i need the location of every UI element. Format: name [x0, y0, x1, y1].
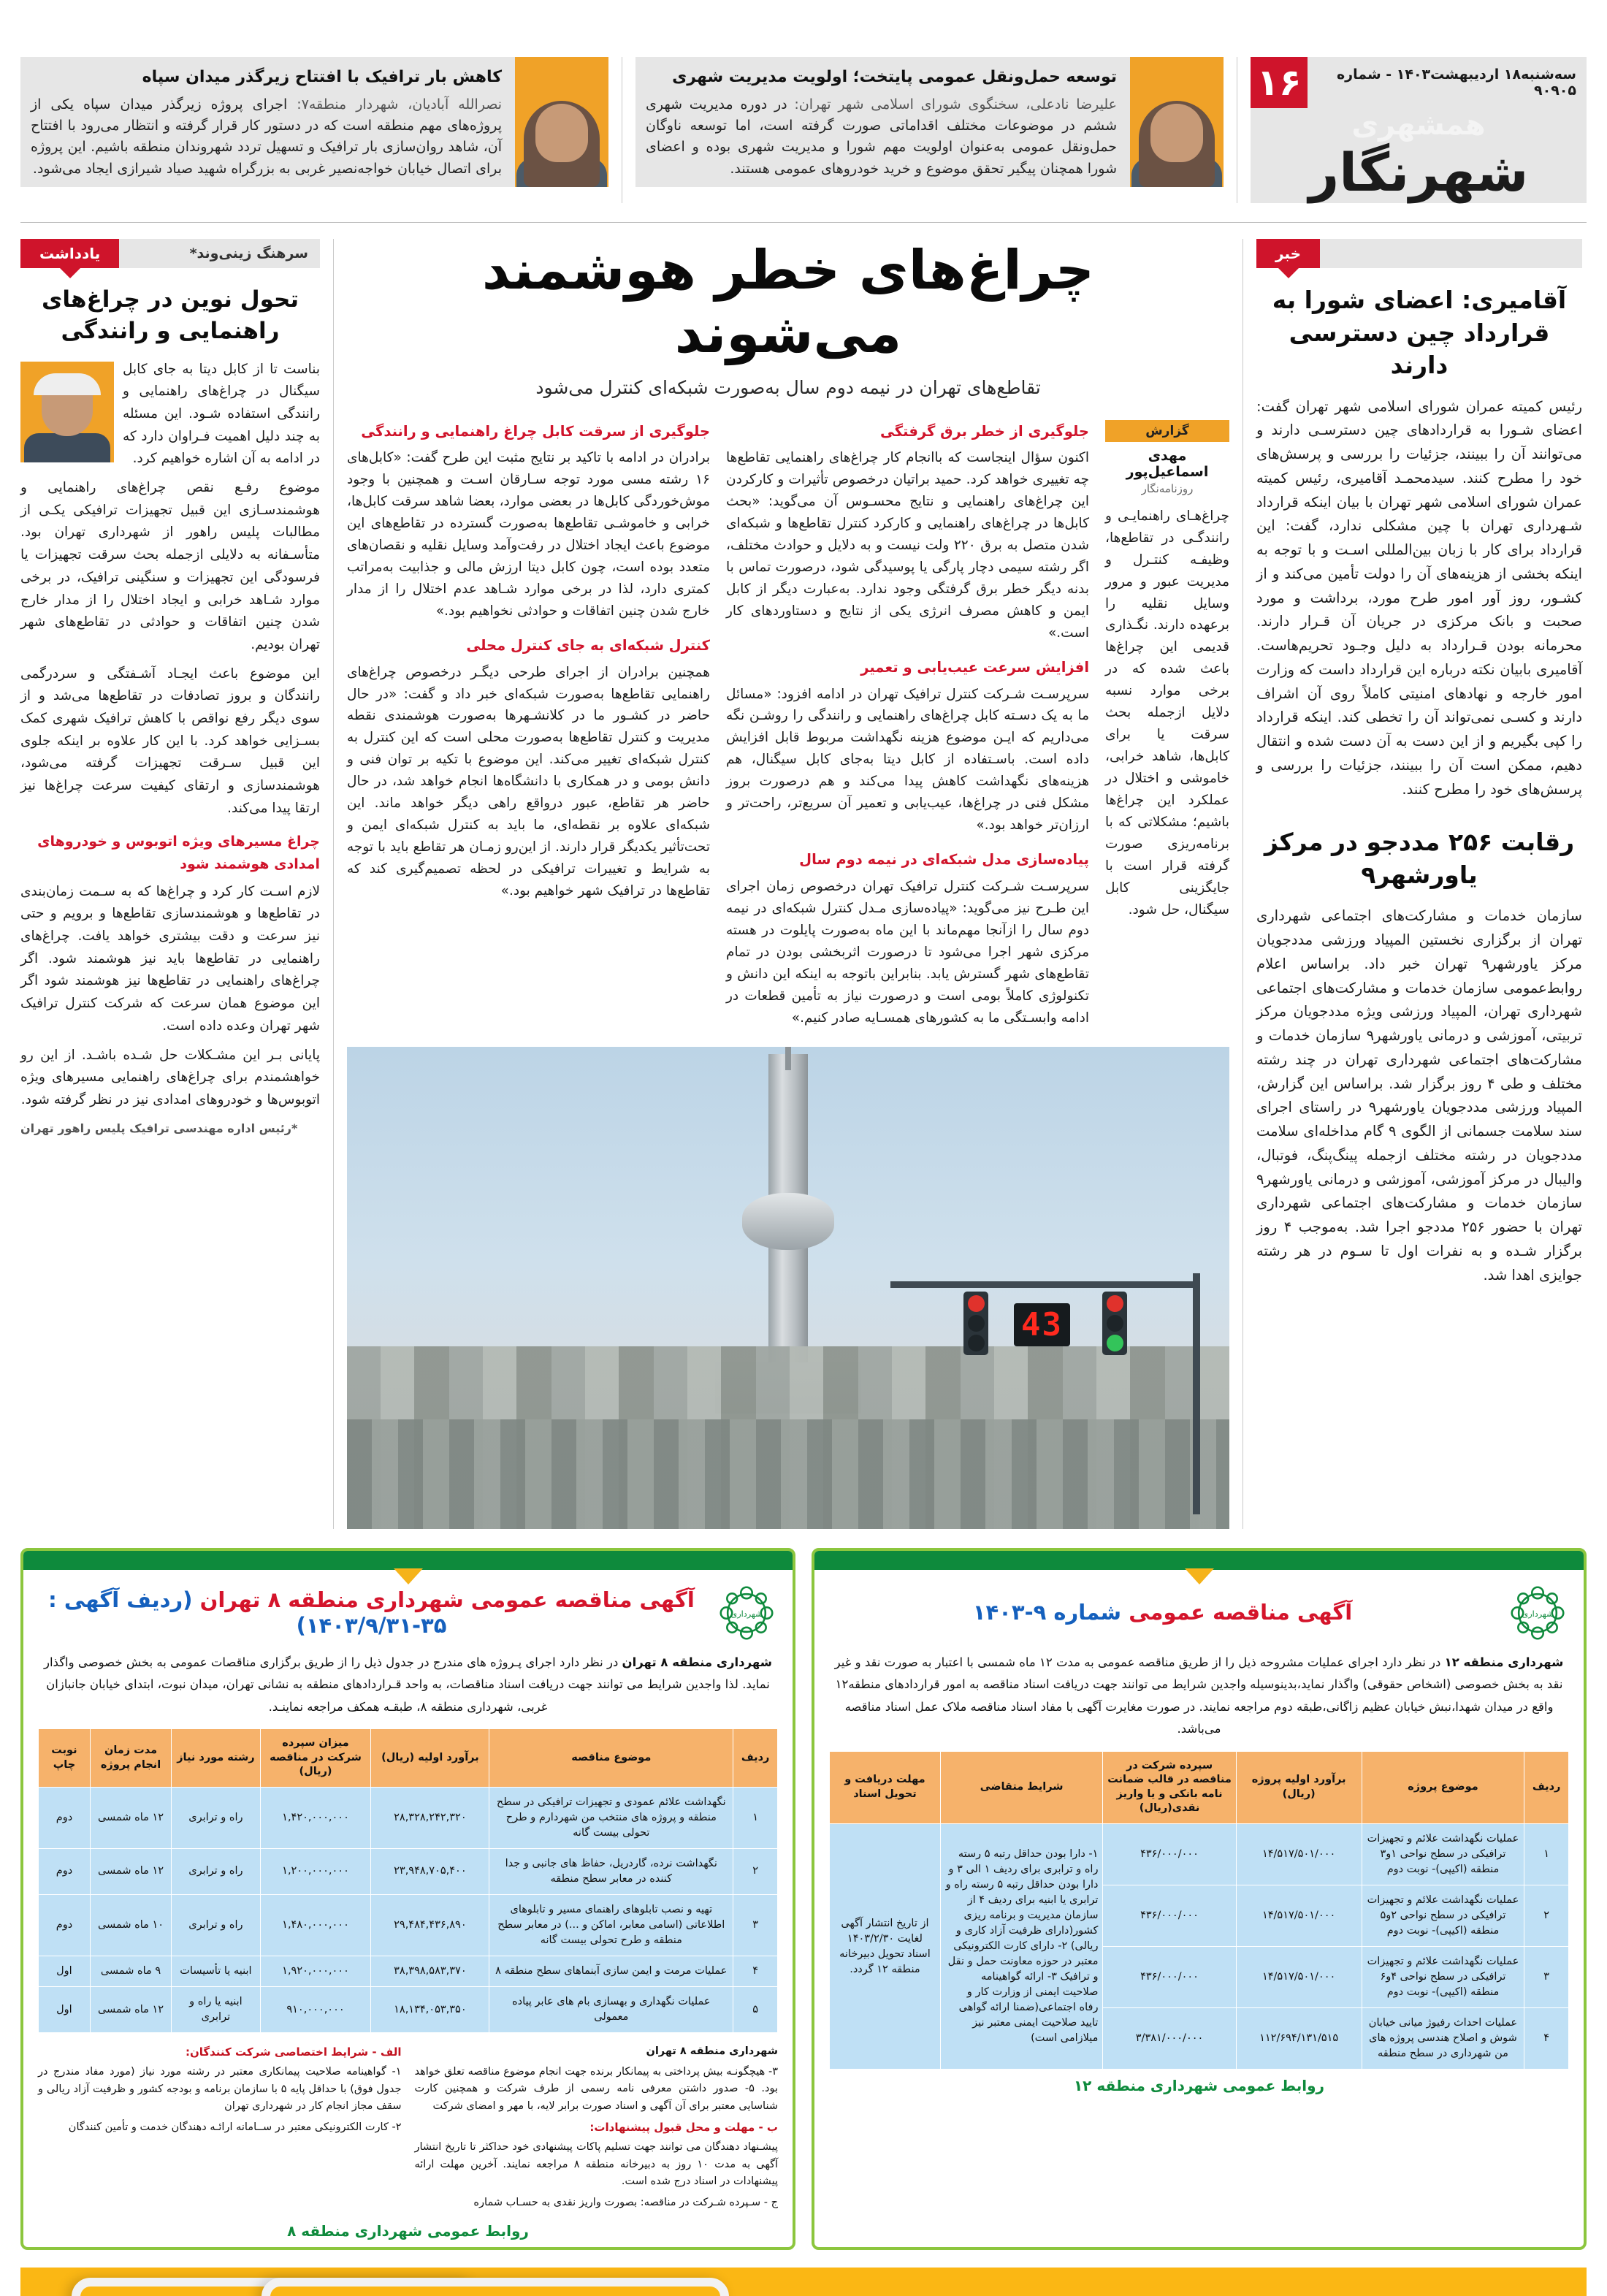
th-subject: موضوع مناقصه — [489, 1729, 733, 1788]
milad-tower — [768, 1054, 808, 1368]
tender-table-region-8 — [38, 1728, 778, 2033]
note-column — [20, 239, 320, 1529]
feature-para: اکنون سؤال اینجاست که باانجام کار چراغ‌های راهنمایی تقاطع‌ها چه تغییری خواهد کرد. حمید براتیان درخصوص تأثیرات و کارکردن این چراغ‌های راهنمایی و نتایج محسـوس آن می‌گوید: «بحث کابل‌ها در چراغ‌های راهنمایی و کارکرد کنترل تقاطع‌ها و شبکه‌ای شدن متصل به برق ۲۲۰ ولت نیست و به دلایل و حوادث مختلف، اگر رشته سیمی دچار پارگی یا پوسیدگی شود، درصورت تماس با بدنه دیگر خطر برق گرفتگی وجود ندارد. به‌عبارت دیگر از کابل ایمن و کاهش مصرف انرژی یکی از نتایج و دستاوردهای کار است.» — [726, 450, 1089, 641]
feature-article — [347, 239, 1229, 1529]
tender-footer-region-8: روابط عمومی شهرداری منطقه ۸ — [287, 2222, 529, 2240]
cell-estimate: ۱۱۲/۶۹۴/۱۳۱/۵۱۵ — [1236, 2008, 1362, 2070]
cell-radif: ۴ — [1524, 2008, 1569, 2070]
feature-head — [347, 239, 1229, 398]
cell-deposit: ۴۳۶/۰۰۰/۰۰۰ — [1103, 1885, 1236, 1947]
cell-deposit: ۳/۳۸۱/۰۰۰/۰۰۰ — [1103, 2008, 1236, 2070]
teaser-text — [635, 57, 1130, 187]
cell-print: دوم — [39, 1894, 91, 1956]
cell-subject: عملیات نگهداشت علائم و تجهیزات ترافیکی در سطح نواحی ۴و۶ منطقه (اکیپی)- نوبت دوم — [1362, 1947, 1524, 2008]
th-conditions: شرایط متقاضی — [940, 1751, 1103, 1823]
cell-conditions: ۱- دارا بودن حداقل رتبه ۵ رسته راه و ترابری برای ردیف ۱ الی ۳ و دارا بودن حداقل رتبه ۵ رسته راه و ترابری یا ابنیه برای ردیف ۴ از سازمان مدیریت و برنامه ریزی کشور(دارای ظرفیت آزاد کاری و ریالی) ۲- دارای کارت الکترونیکی معتبر در حوزه معاونت حمل و نقل و ترافیک ۳- ارائه گواهینامه صلاحیت ایمنی از وزارت کار و رفاه اجتماعی(ضمنا ارائه گواهی تایید صلاحیت ایمنی معتبر نیز میلازامی است) — [940, 1823, 1103, 2069]
cell-radif: ۳ — [1524, 1947, 1569, 2008]
cell-radif: ۳ — [733, 1894, 778, 1956]
cell-deposit: ۱,۴۲۰,۰۰۰,۰۰۰ — [260, 1787, 371, 1848]
cell-duration: ۹ ماه شمسی — [90, 1956, 171, 1987]
th-subject: موضوع پروژه — [1362, 1751, 1524, 1823]
issue-line: سه‌شنبه۱۸ اردیبهشت۱۴۰۳ - شماره ۹۰۹۰۵ — [1336, 66, 1576, 99]
milad-tower-traffic-light-photo — [347, 1047, 1229, 1529]
tender-ads — [0, 1529, 1607, 2251]
cell-print: اول — [39, 1956, 91, 1987]
ad-sticker-cards — [20, 2268, 736, 2296]
tender-title-main: آگهی مناقصه عمومی — [1129, 1600, 1353, 1625]
note-para: این موضوع باعث ایجـاد آشـفتگی و سردرگمی رانندگان و بروز تصادفات در تقاطع‌ها می‌شد و از سوی دیگر رفع نواقص با کاهش ترافیک شهری کمک بسـزایی خواهد کرد. با این کار علاوه بر اینکه جلوی این قبیل سـرقت تجهیزات گرفته می‌شود، هوشمندسازی و ارتقای کیفیت سرعت چراغ‌ها نیز ارتقا پیدا می‌کند. — [20, 665, 320, 816]
tender-title-number: شماره ۹-۱۴۰۳ — [972, 1600, 1122, 1625]
table-row — [39, 1987, 778, 2033]
cell-estimate: ۲۸,۳۲۸,۲۴۲,۳۲۰ — [371, 1787, 489, 1848]
tender-notes — [38, 2043, 778, 2215]
tender-title-number: (ردیف آگهی : ۳۵-۱۴۰۳/۹/۳۱) — [48, 1587, 447, 1638]
cell-radif: ۲ — [1524, 1885, 1569, 1947]
traffic-light-icon — [1102, 1292, 1127, 1355]
teaser-lead: نصرالله آبادیان، شهردار منطقه۷: — [297, 96, 502, 112]
tender-table-region-12 — [829, 1751, 1569, 2070]
cell-subject: نگهداشت علائم عمودی و تجهیزات ترافیکی در سطح منطقه و پروژه های منتخب من شهردارم و طرح تحولی بیست گانه — [489, 1787, 733, 1848]
tender-intro — [38, 1652, 778, 1719]
cell-estimate: ۲۳,۹۴۸,۷۰۵,۴۰۰ — [371, 1848, 489, 1894]
city-skyline-near — [347, 1419, 1229, 1529]
signal-pole — [1193, 1273, 1200, 1514]
note-body — [20, 359, 320, 1139]
news-kicker-bar — [1256, 239, 1582, 268]
th-deposit: سپرده شرکت در مناقصه در قالب ضمانت نامه بانکی و یا واریز نقدی(ریال) — [1103, 1751, 1236, 1823]
cell-print: دوم — [39, 1848, 91, 1894]
portrait-zeinivand — [20, 362, 114, 462]
note-subhead: چراغ مسیرهای ویژه اتوبوس و خودروهای امدادی هوشمند شود — [37, 833, 320, 873]
feature-subhead: افزایش سرعت عیب‌یابی و تعمیر — [860, 658, 1089, 676]
table-row — [39, 1787, 778, 1848]
tender-title — [829, 1600, 1496, 1625]
tender-title — [38, 1587, 705, 1639]
byline-name: مهدی اسماعیل‌پور — [1126, 447, 1209, 480]
byline-box — [1105, 420, 1229, 1037]
cell-subject: عملیات نگهداشت علائم و تجهیزات ترافیکی در سطح نواحی ۲و۵ منطقه (اکیپی)- نوبت دوم — [1362, 1885, 1524, 1947]
th-estimate: برآورد اولیه پروژه (ریال) — [1236, 1751, 1362, 1823]
teaser-body — [31, 94, 502, 180]
feature-subhead: پیاده‌سازی مدل شبکه‌ای در نیمه دوم سال — [799, 851, 1089, 869]
feature-para: سرپرسـت شـرکت کنترل ترافیک تهران درخصوص زمان اجرای این طـرح نیز می‌گوید: «پیاده‌سازی مـدل کنترل شبکه‌ای در نیمه دوم سال را ازآنجا مهم‌ماند با این ماه به‌صورت پایلوت در هسته مرکزی شهر اجرا می‌شود تا درصورت اثربخشی بودن در تمام تقاطع‌های شهر گسترش یابد. بنابراین باتوجه به اینکه این دانش و تکنولوژی کاملاً بومی است و درصورت نیاز به تأمین قطعات در ادامه وابسـتگی ما به کشورهای همسـایه صادر کنیم.» — [726, 878, 1089, 1026]
table-row — [39, 1848, 778, 1894]
cell-estimate: ۲۹,۴۸۴,۴۳۶,۸۹۰ — [371, 1894, 489, 1956]
cell-field: راه و ترابری — [172, 1787, 260, 1848]
kicker-label-khabar: خبر — [1256, 239, 1320, 268]
cell-subject: عملیات نگهداری و بهسازی بام های عابر پیاده معمولی — [489, 1987, 733, 2033]
th-estimate: برآورد اولیه (ریال) — [371, 1729, 489, 1788]
cell-estimate: ۱۴/۵۱۷/۵۰۱/۰۰۰ — [1236, 1885, 1362, 1947]
tender-title-row — [38, 1582, 778, 1644]
cell-estimate: ۱۴/۵۱۷/۵۰۱/۰۰۰ — [1236, 1823, 1362, 1885]
feature-lead: چراغ‌هـای راهنمایـی و رانندگـی در تقاطع‌ها، وظیفـه کنتـرل و مدیریت عبور و مرور وسایل نقلیه را برعهده دارند. نگـذاری قدیمی این چراغ‌ها باعث شده که در برخی موارد نسبه دلایل ازجمله بحث سرقت یا برای کابل‌ها، شاهد خرابی، خاموشی و اختلال در عملکرد این چراغ‌ها باشیم؛ مشکلاتی که با برنامه‌ریزی صورت گرفته قرار است با جایگزینی کابل سیگنال، حل شود. — [1105, 508, 1229, 918]
teaser-nadali[interactable] — [635, 57, 1224, 187]
note-author: سرهنگ زینی‌وند* — [189, 245, 308, 262]
cell-subject: عملیات مرمت و ایمن سازی آبنماهای سطح منطقه ۸ — [489, 1956, 733, 1987]
th-deadline: مهلت دریافت و تحویل اسناد — [830, 1751, 941, 1823]
teaser-text — [20, 57, 515, 187]
cell-subject: تهیه و نصب تابلوهای راهنمای مسیر و تابلوهای اطلاعاتی (اسامی معابر، اماکن و ...) در معابر سطح منطقه و طرح تحولی بیست گانه — [489, 1894, 733, 1956]
tender-intro-text: در نظر دارد اجرای پـروژه های مندرج در جدول ذیل را از طریق برگزاری مناقصات عمومی به بخش خصوصی واگذار نماید. لذا واجدین شرایط می توانند جهت دریافت اسناد مناقصات، به واحد قـراردادهای منطقه به نشانی تهران، میدان نبوت، ابتدای خیابان جانبازان غربی، شهرداری منطقه ۸، طبقـه همکف مراجعه نماینـد. — [43, 1655, 770, 1714]
tender-header-bar — [814, 1551, 1584, 1570]
cell-duration: ۱۲ ماه شمسی — [90, 1987, 171, 2033]
countdown-timer: 43 — [1014, 1303, 1070, 1346]
news-column — [1256, 239, 1587, 1529]
cell-estimate: ۱۸,۱۳۴,۰۵۳,۳۵۰ — [371, 1987, 489, 2033]
tender-notes-right — [415, 2043, 779, 2215]
tender-note-a3: ۳- هیچگونـه بیش پرداختی به پیمانکار برنده جهت انجام موضوع مناقصه تعلق خواهد بود. ۵- صدور داشتن معرفی نامه رسمی از طرف شرکت و همچنین کارت شناسایی معتبر برای آن آگهی و اسناد صورت برابر لایه، با مهر و امضای شرکت — [414, 2065, 778, 2112]
note-para: بناست تا از کابل دیتا به‌ جای کابل سیگنال در چراغ‌های راهنمایی و رانندگی استفاده شـود. این مسئله به چند دلیل اهمیت فـراوان دارد که در ادامه به آن اشاره خواهیم کرد. — [123, 361, 320, 467]
table-header-row — [39, 1729, 778, 1788]
masthead-ghost-wordmark: همشهری — [1251, 108, 1587, 142]
cell-field: ابنیه یا تأسیسات — [172, 1956, 260, 1987]
news-item-body-2: سازمان خدمات و مشارکت‌های اجتماعی شهرداری تهران از برگزاری نخستین المپیاد ورزشی مددجویان مرکز یاورشهر۹ تهران خبر داد. براساس اعلام روابط‌عمومی سازمان خدمات و مشارکت‌های اجتماعی شهرداری تهران، المپیاد ورزشی ویژه مددجویان مرکز تربیتی، آموزشی و درمانی یاورشهر۹ سازمان خدمات و مشارکت‌های اجتماعی شهرداری تهران در چند رشته مختلف و طی ۴ روز برگزار شد. براساس این گزارش، المپیاد ورزشی مددجویان یاورشهر۹ در راستای اجرای سند سلامت جسمانی از الگوی ۹ گام مداخله‌ای سلامت مددجویان در رشته مختلف ازجمله پینگ‌پنگ، فوتبال، والیبال در مرکز آموزشی، آموزشی و درمانی یاورشهر۹ سازمان خدمات و مشارکت‌های اجتماعی شهرداری تهران با حضور ۲۵۶ مددجو اجرا شد. به‌موجب ۴ روز برگزار شـده و به نفرات اول تا سـوم در هر رشته جوایزی اهدا شد. — [1256, 907, 1583, 1284]
tender-intro — [829, 1652, 1569, 1741]
teaser-title: توسعه حمل‌ونقل عمومی پایتخت؛ اولویت مدیریت شهری — [672, 68, 1117, 86]
page-number: ۱۶ — [1251, 57, 1308, 108]
cell-deposit: ۱,۴۸۰,۰۰۰,۰۰۰ — [260, 1894, 371, 1956]
tender-region8-subtitle: شهرداری منطقه ۸ تهران — [646, 2045, 778, 2058]
portrait-nadali — [1130, 57, 1224, 187]
main-grid — [0, 223, 1607, 1529]
note-para: لازم اسـت کار کرد و چراغ‌ها که به سـمت زمان‌بندی در تقاطع‌ها و هوشمندسازی تقاطع‌ها و برویم و حتی نیز سرعت و دقت بیشتری خواهد یافت. چراغ‌های راهنمایی در تقاطع‌ها باید نیز هوشمند شود. اگر چراغ‌های راهنمایی در تقاطع‌ها نیز هوشمند شود اگر این موضوع همان سرعت که شرکت کنترل ترافیک شهر تهران وعده داده است. — [20, 883, 320, 1034]
th-print: نوبت چاپ — [39, 1729, 91, 1788]
cell-deposit: ۱,۹۲۰,۰۰۰,۰۰۰ — [260, 1956, 371, 1987]
svg-text:شهرداری: شهرداری — [730, 1609, 763, 1619]
th-field: رشته مورد نیاز — [172, 1729, 260, 1788]
teaser-lead: علیرضا نادعلی، سخنگوی شورای اسلامی شهر تهران: — [794, 96, 1118, 112]
byline-role: روزنامه‌نگار — [1141, 481, 1194, 495]
cell-deposit: ۴۳۶/۰۰۰/۰۰۰ — [1103, 1823, 1236, 1885]
top-band — [0, 0, 1607, 203]
metro-advertising-banner[interactable] — [20, 2268, 1587, 2296]
cell-subject: عملیات نگهداشت علائم و تجهیزات ترافیکی در سطح نواحی ۱و۳ منطقه (اکیپی)- نوبت دوم — [1362, 1823, 1524, 1885]
cell-print: اول — [39, 1987, 91, 2033]
tender-title-main: آگهی مناقصه عمومی شهرداری منطقه ۸ تهران — [199, 1587, 695, 1612]
cell-duration: ۱۲ ماه شمسی — [90, 1787, 171, 1848]
table-header-row — [830, 1751, 1569, 1823]
page-title: چراغ‌های خطر هوشمند می‌شوند — [481, 239, 1095, 366]
cell-radif: ۱ — [733, 1787, 778, 1848]
tender-note-a2: ۲- کارت الکترونیکی معتبر در ســامانه ارائـه دهندگان خدمت و تأمین کنندگان — [68, 2121, 402, 2133]
tender-title-row — [829, 1582, 1569, 1644]
news-item-body-1: رئیس کمیته عمران شورای اسلامی شهر تهران گفت: اعضای شـورا به قراردادهای چین دسترسـی دارند و می‌توانند آن را ببینند، جزئیات را بررسی و پرسش‌های خود را مطرح کنند. سیدمحمـد آقامیری، رئیس کمیته عمران شورای اسلامی شهر تهران با بیان اینکه قرارداد شـهرداری تهران با چین مشکلی ندارد، گفت: این قرارداد برای کار با زبان بین‌المللی اسـت و با توجه به اینکه بخشی از هزینه‌های آن را دولت تأمین می‌کند و از کشـور، روز آور امور طرح مورد، برداشت و مورد صحبت و بانک مرکزی در جریان آن قـرار دارند. محرمانه بودن قـرارداد به دلیل وجـود تحریم‌هاست. آقامیری بابیان نکته درباره این قرارداد داست که وزارت امور خارجه و نهادهای امنیتی کاملاً روی آن اشراف دارند و کسـی نمی‌تواند آن را تخطی کند. اینکه قرارداد را کپی بگیریم و از این دست به آن دست شده و انتقال دهیم، ممکن است آن را ببینند، جزئیات را بررسی و پرسش‌های خود را مطرح کنند. — [1256, 397, 1582, 798]
note-para: موضوع رفـع نقص چراغ‌های راهنمایی و هوشمندسـازی این قبیل تجهیزات ترافیکی یکـی از مطالبات پلیس راهور از شهرداری تهران بود. متأسـفانه به دلایلی ازجمله بحث سرقت تجهیزات یا فرسودگی این تجهیزات و سنگینی ترافیک، در برخی موارد شـاهد خرابی و ایجاد اختلال را از مدار خارج شدن چنین اتفاقات و حوادثی در تقاطع‌های شهر تهران بودیم. — [20, 480, 320, 652]
feature-columns — [347, 420, 1229, 1037]
table-row — [830, 1823, 1569, 1885]
cell-radif: ۲ — [733, 1848, 778, 1894]
note-para: پایانی بـر این مشـکلات حل‌ شـده باشـد. از این رو خواهشمندم برای چراغ‌های راهنمایی مسیرهای ویژه اتوبوس‌ها و خودروهای امدادی نیز در نظر گرفته شود. — [20, 1047, 320, 1107]
th-duration: مدت زمان انجام پروژه — [90, 1729, 171, 1788]
note-credit: *رئیس اداره مهندسی ترافیک پلیس راهور تهران — [20, 1121, 298, 1135]
table-row — [39, 1894, 778, 1956]
feature-para: همچنین برادران از اجرای طرحی دیگـر درخصوص چراغ‌های راهنمایی تقاطع‌ها به‌صورت شبکه‌ای خبر داد و گفت: «در حال حاضر در کشـور ما در کلانشـهرها به‌صورت هوشمندی نقطه مدیریت و کنترل تقاطع‌ها به‌صورت محلی است که این کنترل به کنترل شبکه‌ای تغییر می‌کند. این موضوع با تکیه بر توان فنی و دانش بومی و در همکاری با دانشگاه‌ها انجام خواهد شد، در حال حاضر هر تقاطع، عبور درواقع راهی دیگر خواهد ماند. این شبکه‌ای علاوه بر نقطه‌ای، ما باید به کنترل شبکه‌ای ایمن و تحت‌تأثیر یکدیگر قرار دارند. از این‌رو زمـان هر تقاطع باید با توجه به شرایط و تغییرات ترافیکی در لحظه تصمیم‌گیری کند که تقاطع‌ها در ترافیک شهر خواهیم بود.» — [347, 664, 710, 899]
cell-duration: ۱۲ ماه شمسی — [90, 1848, 171, 1894]
teaser-text-body: اجرای پروژه زیرگذر میدان سپاه یکی از پروژه‌های مهم منطقه است که در دستور کار قرار گرفته و انتظار می‌رود با افتتاح آن، شاهد روان‌سازی بار ترافیک و تسهیل تردد شهروندان منطقه باشیم. این پروژه برای اتصال خیابان خواجه‌نصیر غربی به بزرگراه شهید صیاد شیرازی ایجاد می‌شود. — [31, 96, 502, 177]
teaser-body — [646, 94, 1117, 180]
svg-text:شهرداری: شهرداری — [1522, 1609, 1554, 1619]
signal-mast-arm — [890, 1281, 1197, 1288]
note-title: تحول نوین در چراغ‌های راهنمایی و رانندگی — [41, 286, 299, 344]
tender-region-12 — [812, 1548, 1587, 2251]
feature-subhead: جلوگیری از خطر برق گرفتگی — [880, 422, 1089, 440]
feature-subhead: کنترل شبکه‌ای به جای کنترل محلی — [466, 636, 710, 654]
ad-card-hamshahri — [262, 2278, 729, 2296]
traffic-light-icon — [963, 1292, 988, 1355]
kicker-label-yaddasht: یادداشت — [20, 239, 119, 268]
tender-notes-heading-c: ج - سـپرده شـرکت در مناقصه: بصورت واریز نقدی به حسـاب شماره — [473, 2196, 778, 2208]
cell-print: دوم — [39, 1787, 91, 1848]
cell-deadline: از تاریخ انتشار آگهی لغایت ۱۴۰۳/۲/۳۰ اسناد تحویل دبیرخانه منطقه ۱۲ گردد. — [830, 1823, 941, 2069]
portrait-abadian — [515, 57, 608, 187]
feature-subtitle: تقاطع‌های تهران در نیمه دوم سال به‌صورت شبکه‌ای کنترل می‌شود — [535, 376, 1041, 398]
tender-region-8 — [20, 1548, 795, 2251]
tehran-municipality-emblem-icon — [1506, 1582, 1569, 1644]
teaser-text-body: در دوره مدیریت شهری ششم در موضوعات مختلف اقداماتی صورت گرفته است، اما توسعه ناوگان حمل‌ونقل عمومی به‌عنوان اولویت مهم شورا و مدیریت شهری بوده و اعضای شورا همچنان پیگیر تحقق موضوع و خرید خودروهای عمومی هستند. — [646, 96, 1117, 177]
tender-notes-left — [38, 2043, 402, 2215]
tender-intro-bold: شهرداری منطقه ۸ تهران — [622, 1655, 772, 1669]
tender-header-bar — [23, 1551, 793, 1570]
column-separator-2 — [333, 239, 334, 1529]
cell-deposit: ۹۱۰,۰۰۰,۰۰۰ — [260, 1987, 371, 2033]
cell-estimate: ۱۴/۵۱۷/۵۰۱/۰۰۰ — [1236, 1947, 1362, 2008]
cell-radif: ۵ — [733, 1987, 778, 2033]
table-row — [39, 1956, 778, 1987]
cell-duration: ۱۰ ماه شمسی — [90, 1894, 171, 1956]
cell-radif: ۴ — [733, 1956, 778, 1987]
cell-field: راه و ترابری — [172, 1848, 260, 1894]
cell-field: ابنیه یا راه و ترابری — [172, 1987, 260, 2033]
note-kicker-bar — [20, 239, 320, 268]
feature-subhead: جلوگیری از سرقت کابل چراغ راهنمایی و رانندگی — [361, 422, 710, 440]
tender-notes-heading-a: الف - شرایط اختصاصی شرکت کنندگان: — [185, 2045, 402, 2059]
masthead-logo: شهرنگار — [1251, 142, 1587, 203]
feature-para: سرپرسـت شـرکت کنترل ترافیک تهران در ادامه افزود: «مسائل ما به یک دسـته کابل چراغ‌های راهنمایی و رانندگی را روشـن نگه می‌داریم که ایـن موضوع هزینه نگهداشت مربوط قابل افزایش داده است. باسـتفاده از کابل دیتا به‌جای کابل سیگنال، هم هزینه‌های نگهداشت کاهش پیدا می‌کند و هم درصورت بروز مشکل فنی در چراغ‌ها، عیب‌یابی و تعمیر آن سریع‌تر، راحت‌تر و ارزان‌تر خواهد بود.» — [726, 686, 1089, 834]
news-item-title-2[interactable]: رقابت ۲۵۶ مددجو در مرکز یاورشهر۹ — [1264, 828, 1575, 889]
cell-subject: عملیات احداث رفیوژ میانی خیابان شوش و اصلاح هندسی پروژه های من شهرداری در سطح منطقه — [1362, 2008, 1524, 2070]
tehran-municipality-emblem-icon — [715, 1582, 778, 1644]
cell-deposit: ۱,۲۰۰,۰۰۰,۰۰۰ — [260, 1848, 371, 1894]
tender-note-a1: ۱- گواهینامه صلاحیت پیمانکاری معتبر در رشته مورد نیاز (مورد مفاد مندرج در جدول فوق) با حداقل پایه ۵ با سازمان برنامه و بودجه کشور و ظرفیت آزاد ریالی و سقف مجاز انجام کار در شهرداری تهران — [38, 2066, 402, 2113]
teaser-abadian[interactable] — [20, 57, 608, 187]
cell-radif: ۱ — [1524, 1823, 1569, 1885]
cell-subject: نگهداشت نرده، گاردریل، حفاظ های جانبی و جدا کننده در معابر سطح منطقه — [489, 1848, 733, 1894]
masthead-top-row — [1251, 57, 1587, 108]
tender-notes-heading-b: ب - مهلت و محل قبول پیشنهادات: — [589, 2120, 778, 2134]
feature-para: برادران در ادامه با تاکید بر نتایج مثبت این طرح گفت: «کابل‌های ۱۶ رشته مسی مورد توجه سـارقان اسـت و همچنین با وجود موش‌خوردگی کابل‌ها در بعضی موارد، بعضا شاهد سرقت کابل‌ها، خرابی و خاموشـی تقاطع‌ها به‌صورت گسترده در تقاطع‌های این موضوع باعث ایجاد اختلال در رفت‌وآمد وسایل نقلیه و نقصان‌های متعدد بوده است، چون کابل دیتا ارزش مالی و جذابیت به‌مراتب کمتری دارد، لذا در برخی موارد شـاهد عدم اختلال را از مدار خارج شدن چنین اتفاقات و حوادثی نخواهیم بود.» — [347, 450, 710, 619]
news-item-title-1[interactable]: آقامیری: اعضای شورا به قرارداد چین دسترسی دارند — [1272, 286, 1567, 380]
th-radif: ردیف — [1524, 1751, 1569, 1823]
feature-column-2 — [726, 420, 1089, 1037]
ad-left-panel — [736, 2268, 1587, 2296]
tender-note-b1: پیشـنهاد دهندگان می توانند جهت تسلیم پاکات پیشنهادی خود حداکثر تا تاریخ انتشار آگهی به مدت ۱۰ روز به دبیرخانه منطقه ۸ مراجعه نمایند. آخرین مهلت ارائه پیشنهادات در اسناد درج شده است. — [414, 2141, 778, 2188]
masthead — [1251, 57, 1587, 203]
th-deposit: میزان سپرده شرکت در مناقصه (ریال) — [260, 1729, 371, 1788]
byline-tag: گزارش — [1105, 420, 1229, 442]
tender-intro-bold: شهرداری منطقه ۱۲ — [1444, 1655, 1564, 1669]
feature-column-3 — [347, 420, 710, 1037]
cell-field: راه و ترابری — [172, 1894, 260, 1956]
tender-intro-text: در نظر دارد اجرای عملیات مشروحه ذیل را از طریق مناقصه عمومی به مدت ۱۲ ماه شمسی با اعتبار به صورت نقد و غیر نقد به بخش خصوصی (اشخاص حقوقی) واگذار نماید،بدینوسیله واجدین شرایط می توانند جهت دریافت اسناد مناقصه به امور قراردادهای منطقه۱۲ واقع در میدان شهدا،نبش خیابان عظیم زاگانی،طبقه دوم مراجعه نمایند. در صورت مغایرت آگهی با مفاد اسناد مناقصه ملاک عمل اسناد مناقصه می‌باشد. — [834, 1655, 1563, 1736]
teaser-title: کاهش بار ترافیک با افتتاح زیرگذر میدان سپاه — [142, 68, 502, 86]
cell-estimate: ۳۸,۳۹۸,۵۸۳,۳۷۰ — [371, 1956, 489, 1987]
tender-footer-region-12: روابط عمومی شهرداری منطقه ۱۲ — [1073, 2077, 1325, 2095]
th-radif: ردیف — [733, 1729, 778, 1788]
cell-deposit: ۴۳۶/۰۰۰/۰۰۰ — [1103, 1947, 1236, 2008]
